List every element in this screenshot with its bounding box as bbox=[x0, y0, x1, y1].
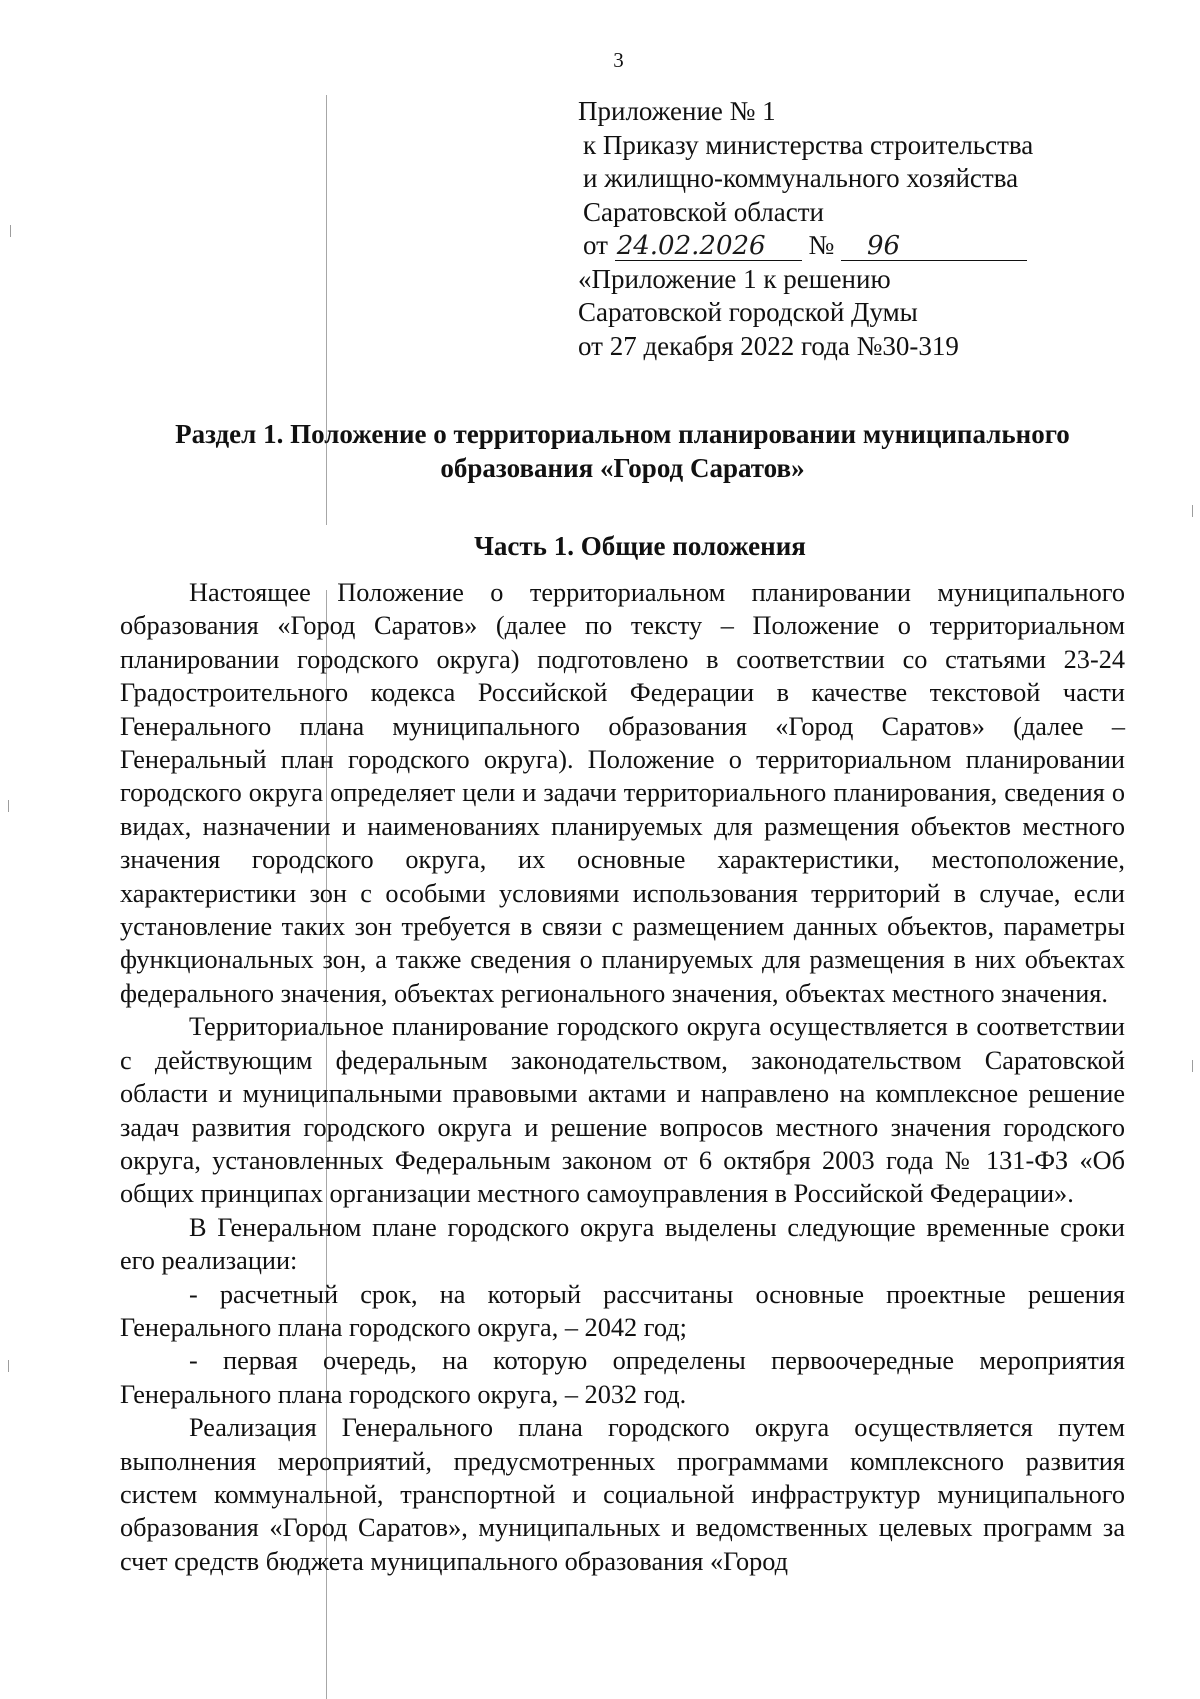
list-item-first-stage: - первая очередь, на которую определены первоочередные мероприятия Генерального плана городского округа, – 2032 год. bbox=[120, 1346, 1125, 1409]
annex-title: Приложение № 1 bbox=[578, 96, 776, 126]
margin-speck bbox=[8, 800, 9, 812]
handwritten-number: 96 bbox=[841, 232, 1027, 261]
margin-speck bbox=[1192, 1060, 1193, 1072]
annex-duma-line: Саратовской городской Думы bbox=[578, 297, 918, 327]
scan-fold-line-lower bbox=[326, 590, 327, 1699]
paragraph-purpose: Настоящее Положение о территориальном планировании муниципального образования «Город Саратов» (далее по тексту – Положение о территориальном планировании городского округа) подготовлено в соответствии со статьями 23-24 Градостроительного кодекса Российской Федерации в качестве текстовой части Генерального плана муниципального образования «Город Саратов» (далее – Генеральный план городского округа). Положение о территориальном планировании городского округа определяет цели и задачи территориального планирования, сведения о видах, назначении и наименованиях планируемых для размещения объектов местного значения городского округа, их основные характеристики, местоположение, характеристики зон с особыми условиями использования территорий в случае, если установление таких зон требуется в связи с размещением данных объектов, параметры функциональных зон, а также сведения о планируемых для размещения в них объектах федерального значения, объектах регионального значения, объектах местного значения. bbox=[120, 578, 1125, 1008]
annex-order-line: к Приказу министерства строительства bbox=[583, 129, 1034, 160]
date-prefix: от bbox=[583, 230, 608, 260]
number-sign: № bbox=[808, 230, 835, 260]
section-title-line2: образования «Город Саратов» bbox=[440, 452, 805, 483]
annex-decision-line: «Приложение 1 к решению bbox=[578, 263, 891, 294]
annex-date-row bbox=[578, 229, 1033, 263]
paragraph-timeframes: В Генеральном плане городского округа выделены следующие временные сроки его реализации: bbox=[120, 1212, 1125, 1276]
handwritten-date: 24.02.2026 bbox=[615, 232, 802, 261]
section-title bbox=[120, 418, 1125, 485]
margin-speck bbox=[10, 225, 11, 237]
annex-decision-date-line: от 27 декабря 2022 года №30-319 bbox=[578, 330, 959, 361]
section-title-line1: Раздел 1. Положение о территориальном планировании муниципального bbox=[175, 419, 1070, 449]
annex-region-line: Саратовской области bbox=[583, 196, 824, 227]
margin-speck bbox=[8, 1360, 9, 1372]
part-title: Часть 1. Общие положения bbox=[474, 531, 806, 561]
paragraph-legislation: Территориальное планирование городского округа осуществляется в соответствии с действующим федеральным законодательством, законодательством Саратовской области и муниципальными правовыми актами и направлено на комплексное решение задач развития городского округа и решение вопросов местного значения городского округа, установленных Федеральным законом от 6 октября 2003 года № 131-ФЗ «Об общих принципах организации местного самоуправления в Российской Федерации». bbox=[120, 1012, 1125, 1209]
page-number: 3 bbox=[613, 48, 624, 72]
annex-block bbox=[578, 95, 1033, 363]
margin-speck bbox=[1192, 505, 1193, 517]
body-text bbox=[120, 576, 1125, 1578]
scan-fold-line bbox=[326, 95, 327, 525]
list-item-target-term: - расчетный срок, на который рассчитаны основные проектные решения Генерального плана городского округа, – 2042 год; bbox=[120, 1279, 1125, 1342]
paragraph-implementation: Реализация Генерального плана городского округа осуществляется путем выполнения мероприятий, предусмотренных программами комплексного развития систем коммунальной, транспортной и социальной инфраструктур муниципального образования «Город Саратов», муниципальных и ведомственных целевых программ за счет средств бюджета муниципального образования «Город bbox=[120, 1413, 1125, 1576]
annex-ministry-line: и жилищно-коммунального хозяйства bbox=[583, 163, 1019, 193]
